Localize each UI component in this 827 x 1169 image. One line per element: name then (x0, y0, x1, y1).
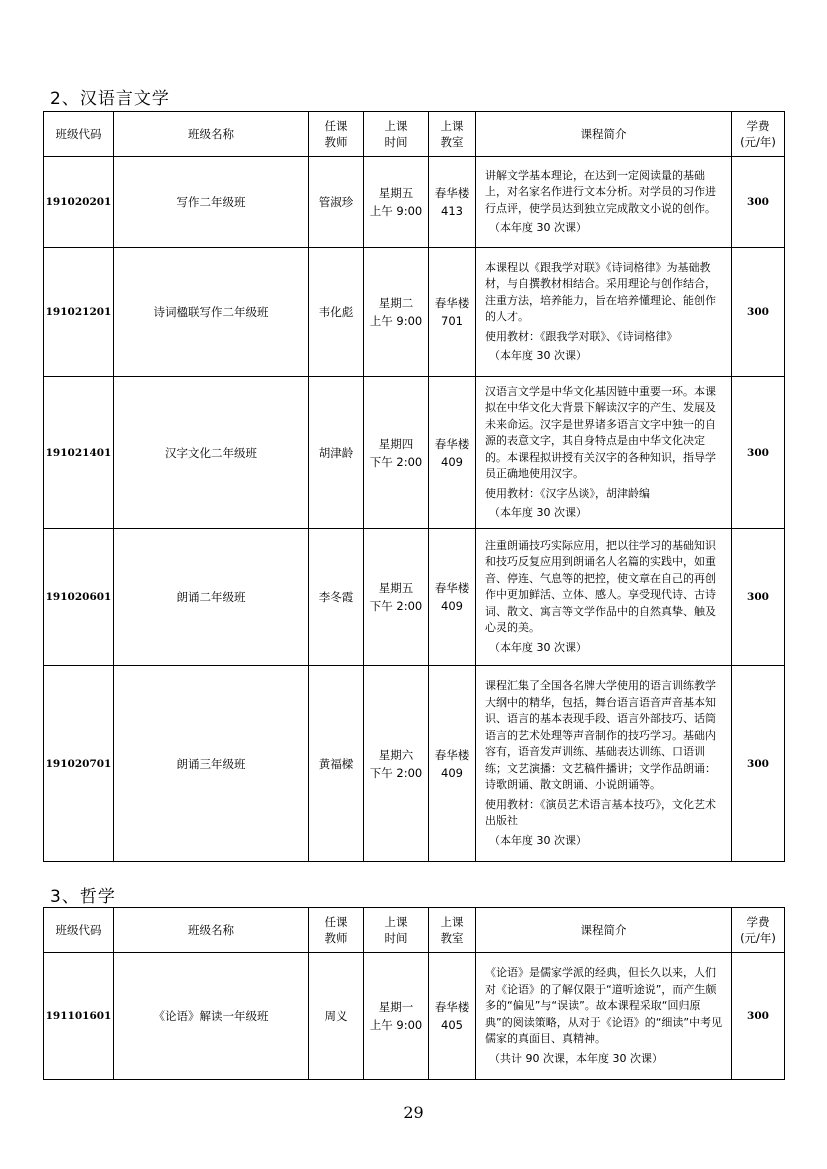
class-code: 191020701 (44, 666, 114, 862)
course-description: 课程汇集了全国各名牌大学使用的语言训练教学大纲中的精华，包括，舞台语言语音声音基本知识、语言的基本表现手段、语言外部技巧、话筒语言的艺术处理等声音制作的技巧学习。基础内容有，语音发声训练、基础表达训练、口语训练；文艺演播：文艺稿件播讲；文学作品朗诵：诗歌朗诵、散文朗诵、小说朗诵等。 使用教材：《演员艺术语言基本技巧》，文化艺术出版社 （本年度 30 次课） (476, 666, 732, 862)
table-row (44, 529, 785, 666)
class-name: 汉字文化二年级班 (114, 377, 309, 529)
classroom: 春华楼 701 (429, 248, 476, 377)
header-code: 班级代码 (44, 112, 114, 157)
classroom: 春华楼 405 (429, 953, 476, 1080)
class-code: 191101601 (44, 953, 114, 1080)
class-time: 星期二 上午 9:00 (364, 248, 429, 377)
header-fee: 学费 (元/年) (732, 908, 785, 953)
class-name: 诗词楹联写作二年级班 (114, 248, 309, 377)
course-description: 《论语》是儒家学派的经典，但长久以来，人们对《论语》的了解仅限于“道听途说”，而产生颇多的“偏见”与“误读”。故本课程采取“回归原典”的阅读策略，从对于《论语》的“细读”中考见儒家的真面目、真精神。 （共计 90 次课，本年度 30 次课） (476, 953, 732, 1080)
table-row (44, 248, 785, 377)
header-teacher: 任课 教师 (309, 112, 364, 157)
class-time: 星期五 上午 9:00 (364, 157, 429, 248)
table-row (44, 953, 785, 1080)
class-name: 《论语》解读一年级班 (114, 953, 309, 1080)
tuition-fee: 300 (732, 377, 785, 529)
section-title-chinese-literature: 2、汉语言文学 (50, 89, 170, 109)
table-row (44, 157, 785, 248)
header-name: 班级名称 (114, 112, 309, 157)
header-room: 上课 教室 (429, 112, 476, 157)
section-title-philosophy: 3、哲学 (50, 887, 116, 907)
teacher: 李冬霞 (309, 529, 364, 666)
teacher: 黄福樑 (309, 666, 364, 862)
class-time: 星期一 上午 9:00 (364, 953, 429, 1080)
header-room: 上课 教室 (429, 908, 476, 953)
class-name: 写作二年级班 (114, 157, 309, 248)
class-name: 朗诵二年级班 (114, 529, 309, 666)
class-code: 191020601 (44, 529, 114, 666)
course-description: 本课程以《跟我学对联》《诗词格律》为基础教材，与自撰教材相结合。采用理论与创作结合，注重方法，培养能力，旨在培养懂理论、能创作的人才。 使用教材：《跟我学对联》、《诗词格律》 （本年度 30 次课） (476, 248, 732, 377)
class-code: 191020201 (44, 157, 114, 248)
page-number: 29 (403, 1103, 424, 1122)
tuition-fee: 300 (732, 953, 785, 1080)
classroom: 春华楼 413 (429, 157, 476, 248)
teacher: 周义 (309, 953, 364, 1080)
header-fee: 学费 (元/年) (732, 112, 785, 157)
teacher: 胡津龄 (309, 377, 364, 529)
header-intro: 课程简介 (476, 908, 732, 953)
table-row (44, 377, 785, 529)
header-time: 上课 时间 (364, 908, 429, 953)
class-name: 朗诵三年级班 (114, 666, 309, 862)
tuition-fee: 300 (732, 157, 785, 248)
header-time: 上课 时间 (364, 112, 429, 157)
course-description: 讲解文学基本理论，在达到一定阅读量的基础上，对名家名作进行文本分析。对学员的习作进行点评，使学员达到独立完成散文小说的创作。 （本年度 30 次课） (476, 157, 732, 248)
table-header-row (44, 908, 785, 953)
tuition-fee: 300 (732, 248, 785, 377)
class-code: 191021201 (44, 248, 114, 377)
course-table-philosophy (43, 907, 785, 1080)
header-intro: 课程简介 (476, 112, 732, 157)
classroom: 春华楼 409 (429, 377, 476, 529)
table-header-row (44, 112, 785, 157)
course-table-chinese-literature (43, 111, 785, 862)
classroom: 春华楼 409 (429, 529, 476, 666)
tuition-fee: 300 (732, 666, 785, 862)
class-time: 星期五 下午 2:00 (364, 529, 429, 666)
table-row (44, 666, 785, 862)
course-description: 注重朗诵技巧实际应用，把以往学习的基础知识和技巧反复应用到朗诵名人名篇的实践中，如重音、停连、气息等的把控，使文章在自己的再创作中更加鲜活、立体、感人。享受现代诗、古诗词、散文、寓言等文学作品中的自然真挚、触及心灵的美。 （本年度 30 次课） (476, 529, 732, 666)
class-time: 星期六 下午 2:00 (364, 666, 429, 862)
header-code: 班级代码 (44, 908, 114, 953)
class-time: 星期四 下午 2:00 (364, 377, 429, 529)
class-code: 191021401 (44, 377, 114, 529)
teacher: 管淑珍 (309, 157, 364, 248)
teacher: 韦化彪 (309, 248, 364, 377)
course-description: 汉语言文学是中华文化基因链中重要一环。本课拟在中华文化大背景下解读汉字的产生、发展及未来命运。汉字是世界诸多语言文字中独一的自源的表意文字，其自身特点是由中华文化决定的。本课程拟讲授有关汉字的各种知识，指导学员正确地使用汉字。 使用教材：《汉字丛谈》，胡津龄编 （本年度 30 次课） (476, 377, 732, 529)
classroom: 春华楼 409 (429, 666, 476, 862)
header-teacher: 任课 教师 (309, 908, 364, 953)
header-name: 班级名称 (114, 908, 309, 953)
tuition-fee: 300 (732, 529, 785, 666)
